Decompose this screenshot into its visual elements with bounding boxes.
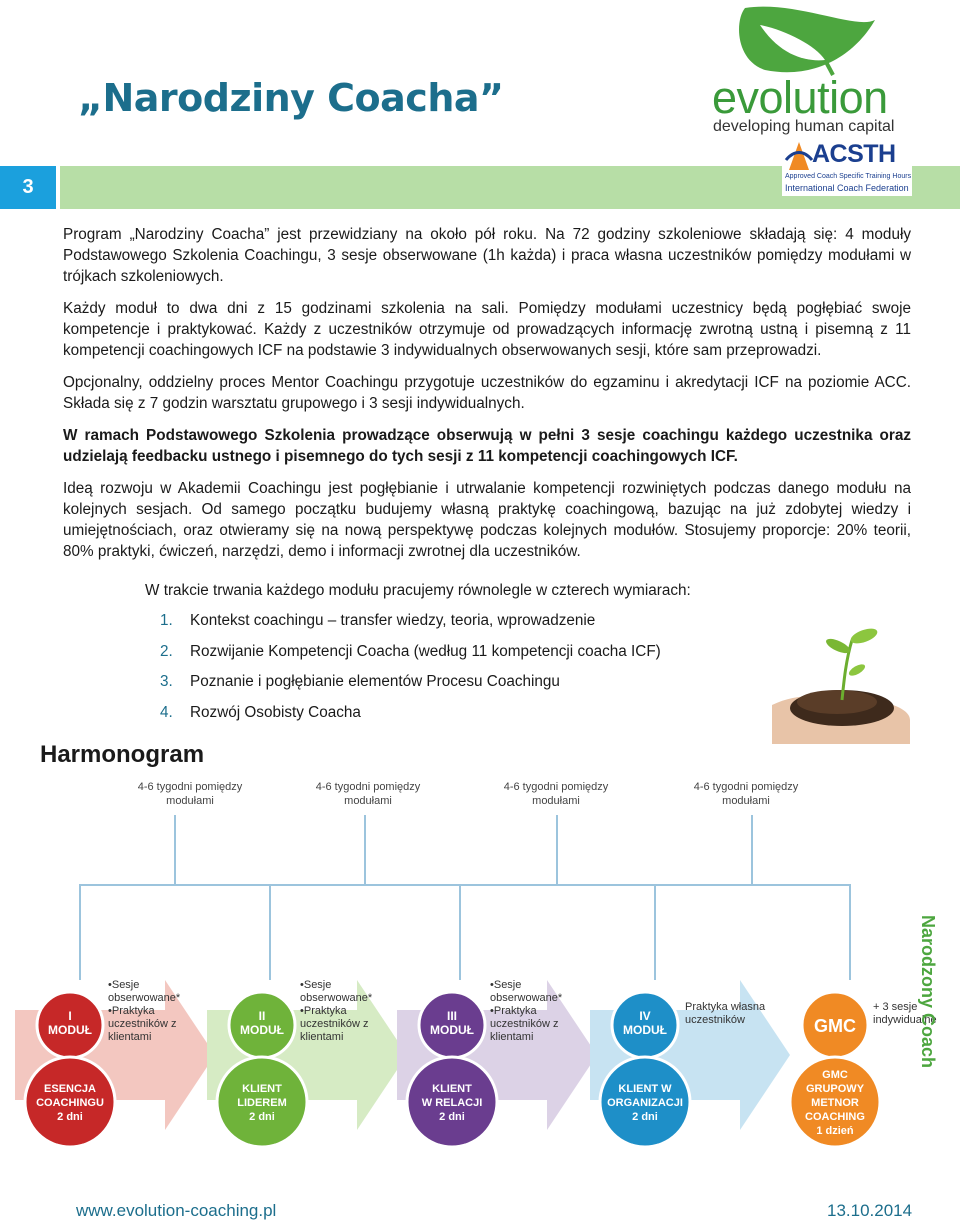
module-3: [397, 979, 597, 1147]
list-item: [160, 673, 661, 704]
page-number: 3: [0, 166, 56, 209]
acsth-line2: International Coach Federation: [785, 183, 909, 193]
dimensions-intro: W trakcie trwania każdego modułu pracujemy równolegle w czterech wymiarach:: [145, 582, 691, 599]
module-topic: GRUPOWY: [805, 1083, 865, 1095]
module-note: indywidualne: [873, 1014, 937, 1026]
module-word: MODUŁ: [240, 1023, 284, 1037]
module-topic: KLIENT W: [618, 1083, 672, 1095]
module-topic: 2 dni: [57, 1111, 83, 1123]
module-topic: 1 dzień: [816, 1125, 854, 1137]
list-number: 4.: [160, 703, 173, 721]
module-topic: COACHINGU: [36, 1097, 104, 1109]
gap-brackets: [80, 815, 850, 980]
module-note: •Praktyka: [490, 1005, 537, 1017]
module-note: •Sesje: [108, 979, 140, 991]
module-topic: 2 dni: [632, 1111, 658, 1123]
logo-name: evolution: [712, 72, 888, 123]
module-topic: ORGANIZACJI: [607, 1097, 683, 1109]
list-item: [160, 643, 661, 674]
gap-label: modułami: [722, 795, 770, 807]
list-text: Rozwój Osobisty Coacha: [190, 703, 361, 721]
schedule-heading: Harmonogram: [40, 741, 205, 768]
module-topic: KLIENT: [242, 1083, 282, 1095]
module-4: [590, 980, 790, 1147]
body-text: [63, 224, 911, 573]
module-number: II: [258, 1009, 266, 1023]
module-topic: W RELACJI: [421, 1097, 483, 1109]
gap-label: modułami: [166, 795, 214, 807]
module-note: klientami: [300, 1031, 344, 1043]
acsth-name: ACSTH: [812, 140, 896, 168]
paragraph: Ideą rozwoju w Akademii Coachingu jest pogłębianie i utrwalanie kompetencji rozwiniętych podczas danego modułu na kolejnych sesjach. Od samego początku budujemy własną praktykę coachingową, bazując na już zdobytej wiedzy i umiejętnościach, oraz otwieramy się na nową perspektywę podczas kolejnych modułów. Stosujemy proporcje: 20% teorii, 80% praktyki, ćwiczeń, narzędzi, demo i informacji zwrotnej dla uczestników.: [63, 480, 911, 560]
acsth-badge: [782, 138, 912, 196]
module-topic: ESENCJA: [44, 1083, 96, 1095]
module-word: MODUŁ: [48, 1023, 92, 1037]
module-number: GMC: [814, 1016, 856, 1036]
module-topic: 2 dni: [439, 1111, 465, 1123]
module-note: uczestników z: [490, 1018, 559, 1030]
module-topic: METNOR: [811, 1097, 859, 1109]
module-note: klientami: [490, 1031, 534, 1043]
list-item: [160, 612, 661, 643]
module-note: uczestników: [685, 1014, 745, 1026]
module-note: •Praktyka: [108, 1005, 155, 1017]
footer-url[interactable]: www.evolution-coaching.pl: [76, 1201, 277, 1220]
paragraph: Program „Narodziny Coacha” jest przewidziany na około pół roku. Na 72 godziny szkoleniowe składają się: 4 moduły Podstawowego Szkolenia Coachingu, 3 sesje obserwowane (1h każda) i praca własna uczestników pomiędzy modułami w trójkach szkoleniowych.: [63, 226, 911, 285]
gap-label: 4-6 tygodni pomiędzy: [315, 781, 421, 793]
schedule-diagram: [0, 770, 960, 1150]
gap-label: 4-6 tygodni pomiędzy: [137, 781, 243, 793]
paragraph: Opcjonalny, oddzielny proces Mentor Coachingu przygotuje uczestników do egzaminu i akredytacji ICF na poziomie ACC. Składa się z 7 godzin warsztatu grupowego i 3 sesji indywidualnych.: [63, 374, 911, 412]
dimensions-list: [160, 612, 661, 734]
module-note: •Sesje: [490, 979, 522, 991]
module-topic: COACHING: [805, 1111, 865, 1123]
module-note: •Praktyka: [300, 1005, 347, 1017]
module-note: Praktyka własna: [685, 1001, 766, 1013]
acsth-line1: Approved Coach Specific Training Hours: [785, 173, 912, 180]
module-1: [15, 979, 215, 1147]
module-topic: 2 dni: [249, 1111, 275, 1123]
side-label: Narodzony Coach: [918, 915, 938, 1069]
list-item: [160, 704, 661, 735]
page-title: „Narodziny Coacha”: [78, 76, 504, 120]
logo-tagline: developing human capital: [713, 118, 895, 135]
module-note: uczestników z: [300, 1018, 369, 1030]
module-note: obserwowane*: [108, 992, 181, 1004]
module-word: MODUŁ: [623, 1023, 667, 1037]
list-number: 1.: [160, 612, 173, 629]
module-topic: KLIENT: [432, 1083, 472, 1095]
paragraph: Każdy moduł to dwa dni z 15 godzinami szkolenia na sali. Pomiędzy modułami uczestnicy będą pogłębiać swoje kompetencje i praktykować. Każdy z uczestników otrzymuje od prowadzących informację zwrotną ustną i pisemną z 11 kompetencji coachingowych ICF na podstawie 3 indywidualnych obserwowanych sesji, które sam przeprowadzi.: [63, 300, 911, 359]
module-row: [15, 979, 937, 1147]
acsth-emblem-icon: [784, 140, 814, 174]
gap-label: 4-6 tygodni pomiędzy: [693, 781, 799, 793]
module-note: •Sesje: [300, 979, 332, 991]
module-note: obserwowane*: [490, 992, 563, 1004]
module-note: obserwowane*: [300, 992, 373, 1004]
module-5: [790, 992, 937, 1147]
module-word: MODUŁ: [430, 1023, 474, 1037]
module-note: klientami: [108, 1031, 152, 1043]
list-text: Poznanie i pogłębianie elementów Procesu Coachingu: [190, 673, 560, 690]
footer-date: 13.10.2014: [827, 1201, 913, 1220]
module-2: [207, 979, 407, 1147]
module-number: IV: [639, 1009, 651, 1023]
module-note: + 3 sesje: [873, 1001, 918, 1013]
seedling-in-hand-image: [772, 620, 910, 744]
list-number: 3.: [160, 673, 173, 690]
list-text: Rozwijanie Kompetencji Coacha (według 11 kompetencji coacha ICF): [190, 642, 661, 660]
paragraph: W ramach Podstawowego Szkolenia prowadzące obserwują w pełni 3 sesje coachingu każdego uczestnika oraz udzielają feedbacku ustnego i pisemnego do tych sesji z 11 kompetencji coachingowych ICF.: [63, 427, 911, 465]
module-number: III: [446, 1009, 458, 1023]
module-number: I: [68, 1009, 72, 1023]
gap-label: 4-6 tygodni pomiędzy: [503, 781, 609, 793]
gap-label: modułami: [344, 795, 392, 807]
module-topic: GMC: [822, 1069, 848, 1081]
module-note: uczestników z: [108, 1018, 177, 1030]
list-text: Kontekst coachingu – transfer wiedzy, teoria, wprowadzenie: [190, 612, 596, 629]
list-number: 2.: [160, 642, 173, 660]
gap-label: modułami: [532, 795, 580, 807]
module-topic: LIDEREM: [237, 1097, 287, 1109]
